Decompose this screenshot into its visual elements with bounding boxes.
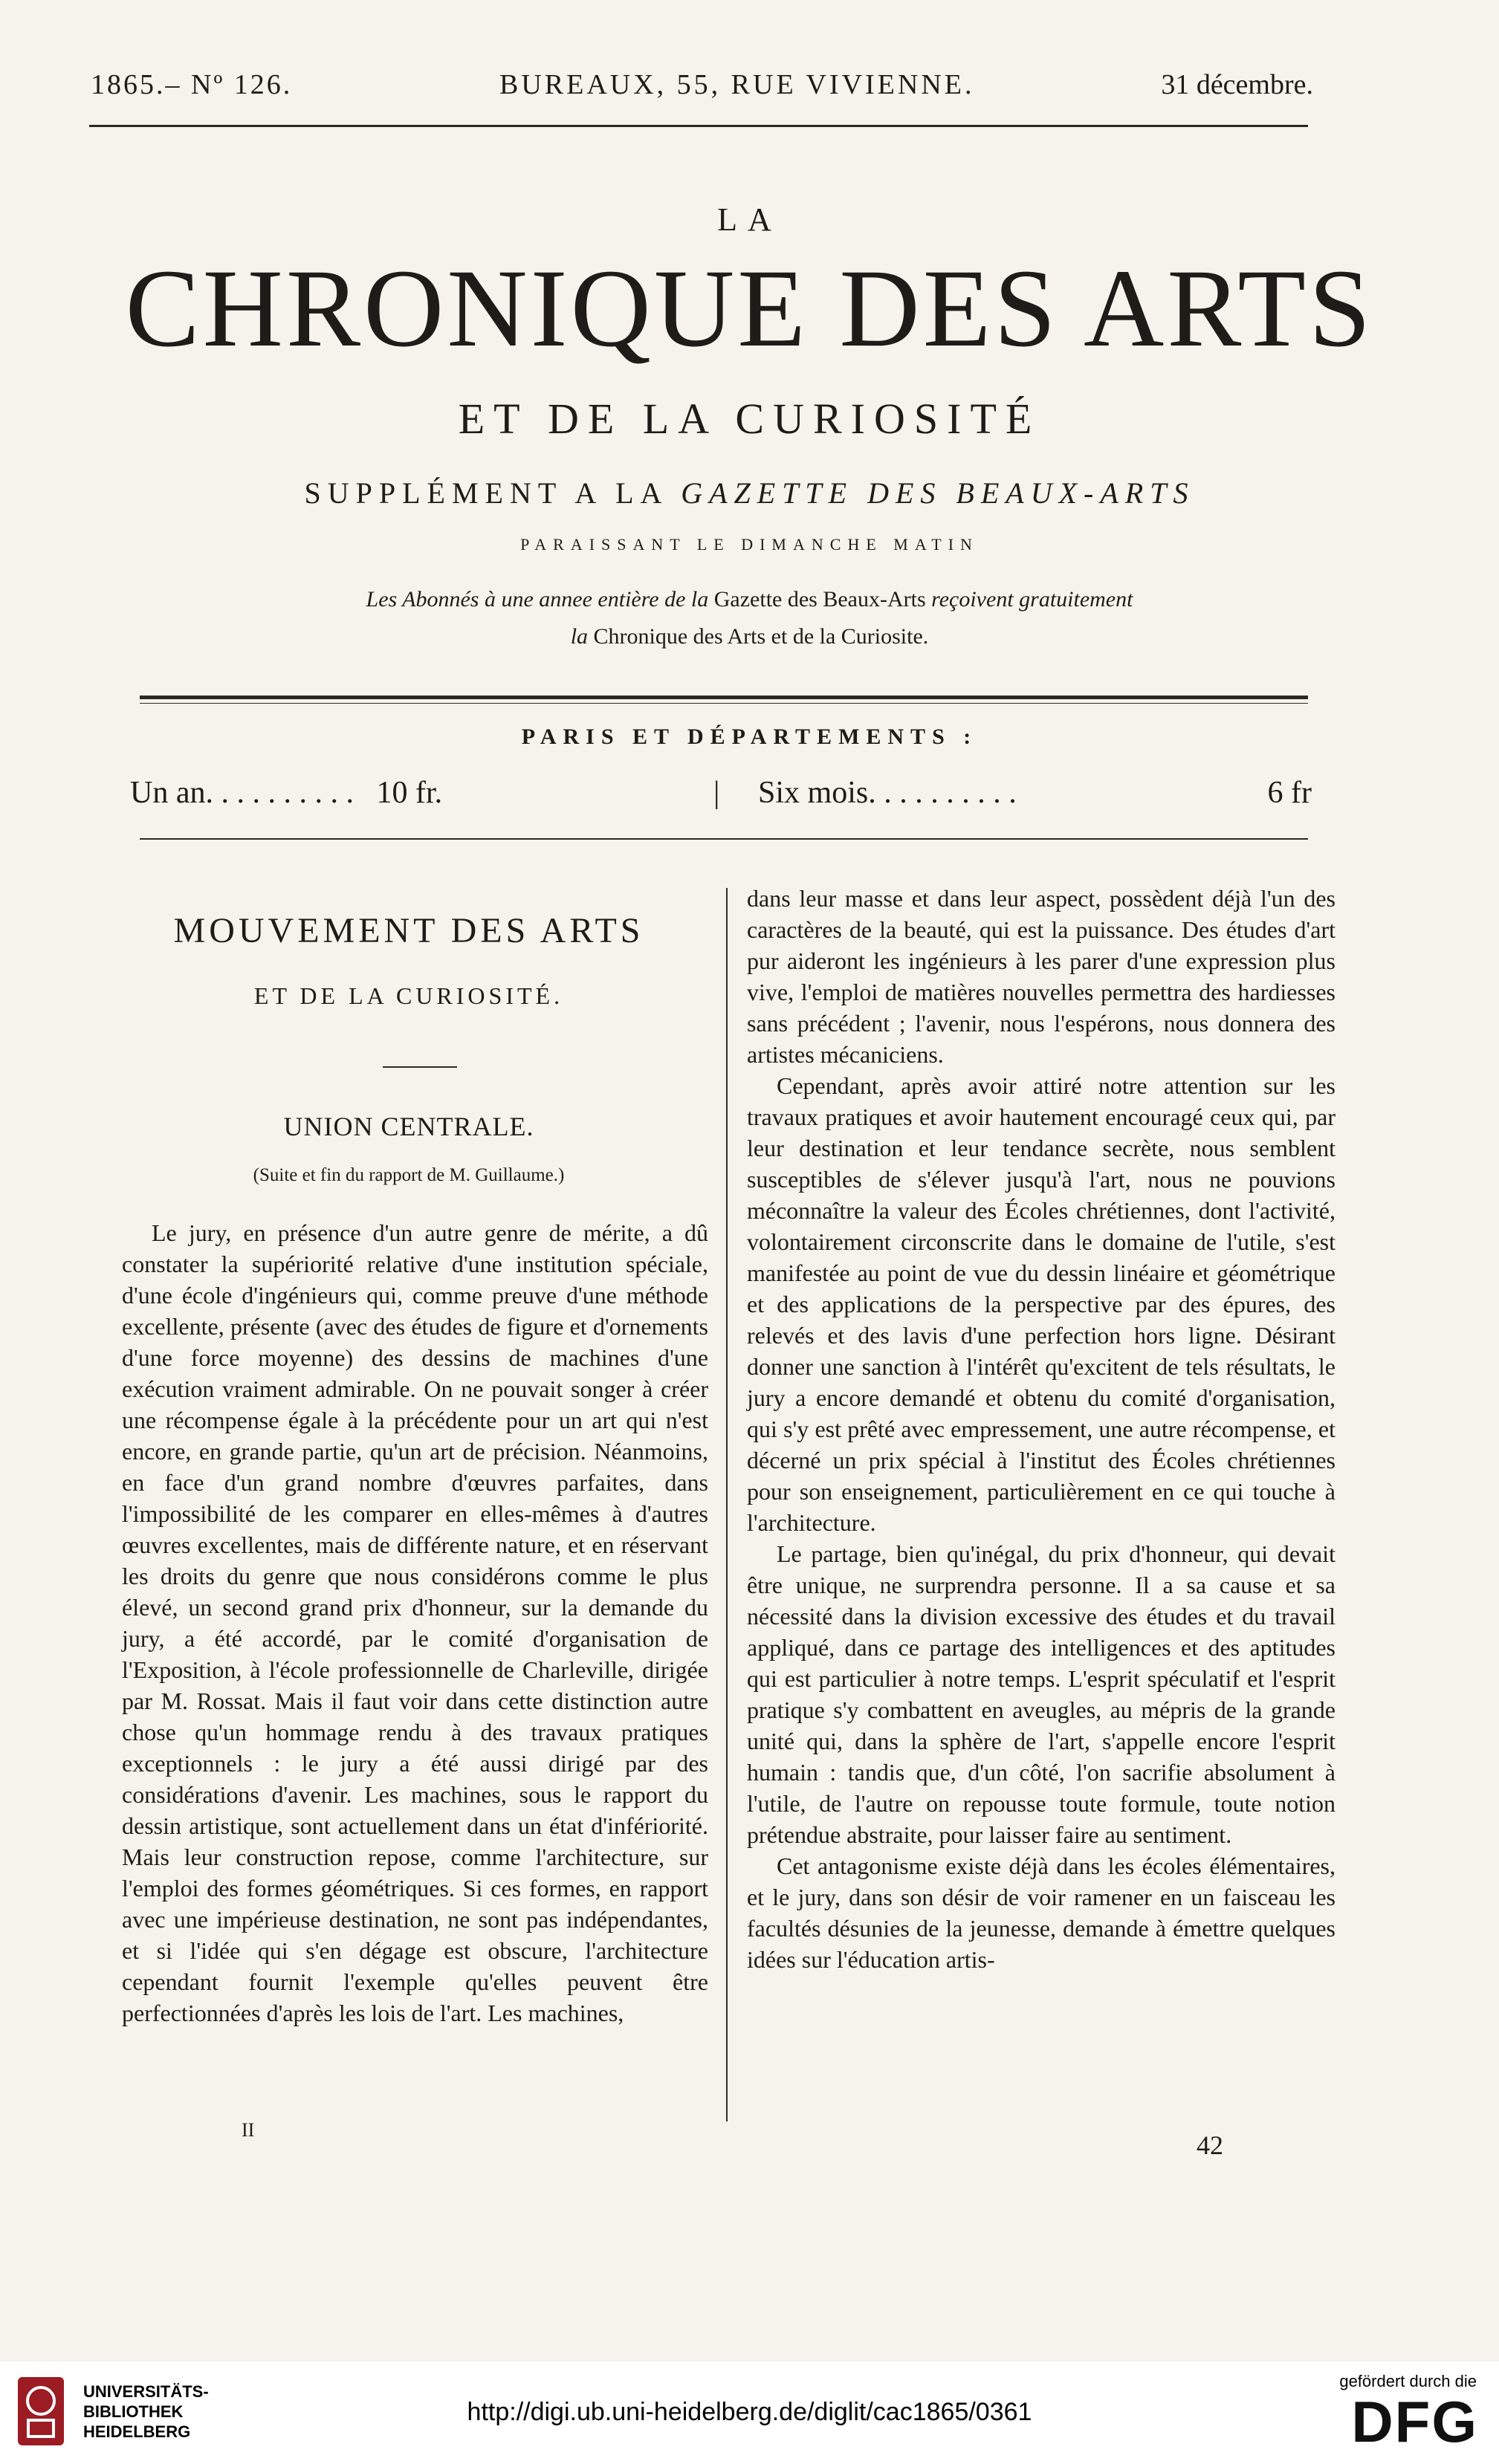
paragraph: Le jury, en présence d'un autre genre de mérite, a dû constater la supériorité relative d'une institution spéciale, d'une école d'ingénieurs qui, comme preuve d'une méthode excellente, présente (avec des études de figure et d'ornements d'une force moyenne) des dessins de machines d'une exécution vraiment admirable. On ne pouvait songer à créer une récompense égale à la précédente pour un art qui n'est encore, en grande partie, qu'un art de précision. Néanmoins, en face d'un grand nombre d'œuvres parfaites, dans l'impossibilité de les comparer en elles-mêmes à d'autres œuvres excellentes, mais de différente nature, et en réservant les droits du genre que nous considérons comme le plus élevé, un second grand prix d'honneur, sur la demande du jury, a été accordé, par le comité d'organisation de l'Exposition, à l'école professionnelle de Charleville, dirigée par M. Rossat. Mais il faut voir dans cette distinction autre chose qu'un hommage rendu à des travaux pratiques exceptionnels : le jury a été aussi dirigé par des considérations d'avenir. Les machines, sous le rapport du dessin artistique, sont actuellement dans un état d'infériorité. Mais leur construction repose, comme l'architecture, sur l'emploi des formes géométriques. Si ces formes, en rapport avec une impérieuse destination, ne sont pas indépendantes, et si l'idée qui s'en dégage est obscure, l'architecture cependant fournit l'exemple qu'elles peuvent être perfectionnées d'après les lois de l'art. Les machines, (122, 1219, 708, 2026)
section-subtitle: ET DE LA CURIOSITÉ. (253, 982, 564, 1009)
price-year-label: Un an. . . . . . . . . . (130, 776, 354, 810)
office-address: BUREAUX, 55, RUE VIVIENNE. (499, 69, 975, 100)
paragraph: Cependant, après avoir attiré notre attention sur les travaux pratiques et avoir hautement encouragé ceux qui, par leur destination et leur tendance secrète, nous semblent susceptibles de s'élever jusqu'à l'art, nous ne pouvions méconnaître la valeur des Écoles chrétiennes, dont l'activité, volontairement circonscrite dans le domaine de l'utile, s'est manifestée au point de vue du dessin linéaire et géométrique et des applications de la perspective par des épures, des relevés et des lavis d'une perfection hors ligne. Désirant donner une sanction à l'intérêt qu'excitent de tels résultats, le jury a encore demandé et obtenu du comité d'organisation, qui s'y est prêté avec empressement, une autre récompense, et décerné un prix spécial à l'institut des Écoles chrétiennes pour son enseignement, particulièrement en ce qui touche à l'architecture. (747, 1072, 1335, 1536)
sheet-signature: II (242, 2119, 255, 2141)
supplement-gazette: GAZETTE DES BEAUX-ARTS (681, 476, 1195, 510)
price-half-label: Six mois. . . . . . . . . . (758, 776, 1017, 810)
subscribers-line-1 (0, 587, 1499, 612)
subscribers-e: Chronique des Arts et de la Curiosite. (593, 624, 929, 649)
price-year (130, 775, 442, 811)
masthead-title: CHRONIQUE DES ARTS (125, 247, 1374, 370)
issue-number: 1865.– Nº 126. (91, 69, 293, 100)
permalink[interactable]: http://digi.ub.uni-heidelberg.de/diglit/cac1865/0361 (467, 2398, 1032, 2426)
masthead-subtitle: ET DE LA CURIOSITÉ (458, 395, 1041, 443)
page-number: 42 (1197, 2130, 1223, 2160)
supplement-line (0, 476, 1499, 510)
subscribers-a: Les Abonnés à une annee entière de la (366, 587, 714, 612)
column-1 (122, 1217, 708, 2029)
article-note: (Suite et fin du rapport de M. Guillaume.) (253, 1165, 565, 1185)
section-title: MOUVEMENT DES ARTS (173, 911, 644, 950)
subscribers-line-2 (0, 624, 1499, 649)
dfg-logo: DFG (1351, 2389, 1478, 2454)
column-divider (726, 888, 728, 2121)
masthead-rule-thick (140, 696, 1308, 699)
library-line-2: BIBLIOTHEK (83, 2402, 184, 2421)
price-half (758, 775, 1312, 811)
pricing-heading: PARIS ET DÉPARTEMENTS : (521, 724, 978, 749)
section-divider (383, 1066, 457, 1068)
price-year-value: 10 fr. (376, 776, 443, 810)
header-rule (89, 125, 1308, 127)
pricing-rule (140, 838, 1308, 840)
article-heading: UNION CENTRALE. (283, 1112, 534, 1141)
paragraph: Le partage, bien qu'inégal, du prix d'honneur, qui devait être unique, ne surprendra personne. Il a sa cause et sa nécessité dans la division excessive des études et du travail appliqué, dans ce partage des intelligences et des aptitudes qui est particulier à notre temps. L'esprit spéculatif et l'esprit pratique s'y combattent en aveugles, au mépris de la grande unité qui, dans la sphère de l'art, s'appelle encore l'esprit humain : tandis que, d'un côté, l'on sacrifie absolument à l'utile, de l'autre on repousse toute formule, toute notion prétendue abstraite, pour laisser faire au sentiment. (747, 1540, 1335, 1848)
subscribers-c: reçoivent gratuitement (925, 587, 1133, 612)
issue-date: 31 décembre. (1161, 69, 1313, 100)
price-half-value: 6 fr (1267, 776, 1312, 810)
paragraph: dans leur masse et dans leur aspect, possèdent déjà l'un des caractères de la beauté, qui est la puissance. Des études d'art pur aideront les ingénieurs à les parer d'une expression plus vive, l'emploi de matières nouvelles permettra des hardiesses sans précédent ; l'avenir, nous l'espérons, nous donnera des artistes mécaniciens. (747, 885, 1335, 1068)
masthead-la: LA (717, 201, 782, 238)
funding-note: gefördert durch die (1339, 2372, 1477, 2390)
library-line-3: HEIDELBERG (83, 2422, 191, 2441)
paragraph: Cet antagonisme existe déjà dans les écoles élémentaires, et le jury, dans son désir de voir ramener en un faisceau les facultés désunies de la jeunesse, demande à émettre quelques idées sur l'éducation artis- (747, 1852, 1335, 1973)
subscribers-b: Gazette des Beaux-Arts (713, 587, 926, 612)
frequency-line: PARAISSANT LE DIMANCHE MATIN (520, 535, 979, 554)
library-line-1: UNIVERSITÄTS- (83, 2382, 209, 2401)
subscribers-d: la (570, 624, 594, 649)
price-separator: | (713, 776, 720, 810)
supplement-prefix: SUPPLÉMENT A LA (304, 476, 681, 510)
masthead-rule-thin (140, 703, 1308, 704)
column-2 (747, 883, 1335, 1975)
